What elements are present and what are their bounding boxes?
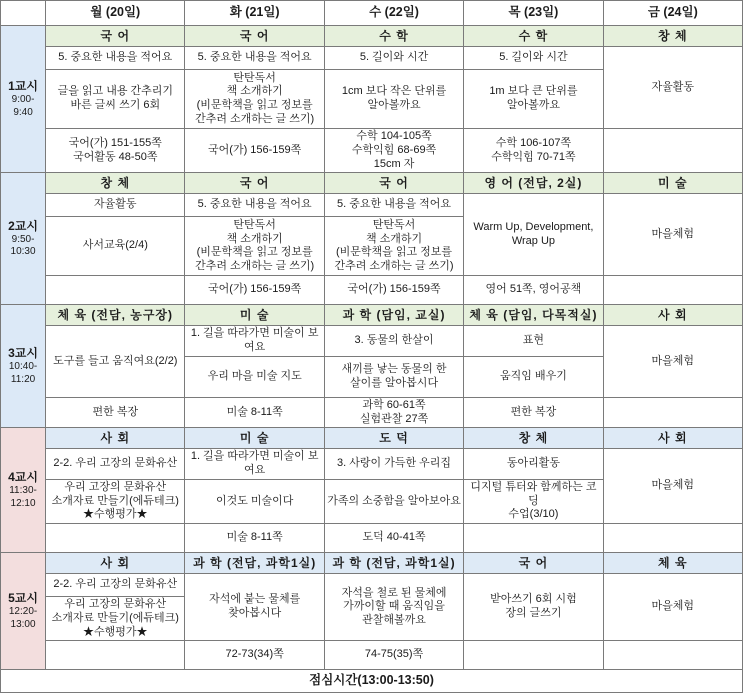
book-p2-mon: [46, 276, 185, 305]
detail-p2-fri: 마을체험: [603, 194, 742, 276]
subject-p2-thu: 영 어 (전담, 2실): [464, 173, 603, 194]
row-period4-book: [1, 524, 743, 553]
book-p1-mon: 국어(가) 151-155쪽 국어활동 48-50쪽: [46, 129, 185, 173]
book-p5-fri: [603, 641, 742, 670]
header-day-tue: 화 (21일): [185, 1, 324, 26]
header-day-fri: 금 (24일): [603, 1, 742, 26]
period-cell-2: [1, 173, 46, 305]
detail-p5-thu: 받아쓰기 6회 시험 장의 글쓰기: [464, 574, 603, 641]
activity-p4-mon: 2-2. 우리 고장의 문화유산: [46, 449, 185, 480]
row-period1-activity: [1, 47, 743, 70]
header-row: [1, 1, 743, 26]
book-p4-wed: 도덕 40-41쪽: [324, 524, 463, 553]
subject-p5-wed: 과 학 (전담, 과학1실): [324, 553, 463, 574]
period-time-4b: 12:10: [10, 497, 36, 509]
book-p5-thu: [464, 641, 603, 670]
book-p1-wed: 수학 104-105쪽 수학익힘 68-69쪽 15cm 자: [324, 129, 463, 173]
subject-p2-mon: 창 체: [46, 173, 185, 194]
subject-p1-mon: 국 어: [46, 26, 185, 47]
subject-p2-fri: 미 술: [603, 173, 742, 194]
activity-p4-tue: 1. 길을 따라가면 미술이 보여요: [185, 449, 324, 480]
row-lunch: [1, 670, 743, 693]
header-day-mon: 월 (20일): [46, 1, 185, 26]
period-time-3b: 11:20: [10, 373, 36, 385]
activity-p4-thu: 동아리활동: [464, 449, 603, 480]
subject-p1-wed: 수 학: [324, 26, 463, 47]
period-time-1a: 9:00-: [11, 94, 35, 106]
activity-p2-mon: 자율활동: [46, 194, 185, 217]
subject-p1-fri: 창 체: [603, 26, 742, 47]
subject-p5-mon: 사 회: [46, 553, 185, 574]
book-p2-thu: 영어 51쪽, 영어공책: [464, 276, 603, 305]
detail-p3-thu: 움직임 배우기: [464, 356, 603, 397]
book-p2-wed: 국어(가) 156-159쪽: [324, 276, 463, 305]
book-p3-mon: 편한 복장: [46, 397, 185, 428]
period-time-4a: 11:30-: [9, 485, 37, 497]
activity-p5-mon: 2-2. 우리 고장의 문화유산: [46, 574, 185, 597]
row-period5-book: [1, 641, 743, 670]
period-number-4: 4교시: [8, 470, 38, 485]
subject-p3-wed: 과 학 (담임, 교실): [324, 305, 463, 326]
row-period1-subjects: [1, 26, 743, 47]
detail-p3-mon: 도구를 들고 움직여요(2/2): [46, 326, 185, 398]
row-period2-activity: [1, 194, 743, 217]
book-p4-mon: [46, 524, 185, 553]
activity-p3-wed: 3. 동물의 한살이: [324, 326, 463, 357]
subject-p3-fri: 사 회: [603, 305, 742, 326]
subject-p4-mon: 사 회: [46, 428, 185, 449]
period-number-1: 1교시: [8, 79, 38, 94]
detail-p4-wed: 가족의 소중함을 알아보아요: [324, 479, 463, 523]
period-time-5a: 12:20-: [8, 606, 38, 618]
subject-p3-mon: 체 육 (전담, 농구장): [46, 305, 185, 326]
detail-p2-wed: 탄탄독서 책 소개하기 (비문학책을 읽고 정보를 간추려 소개하는 글 쓰기): [324, 217, 463, 276]
period-cell-4: [1, 428, 46, 553]
subject-p5-fri: 체 육: [603, 553, 742, 574]
book-p5-wed: 74-75(35)쪽: [324, 641, 463, 670]
subject-p3-tue: 미 술: [185, 305, 324, 326]
detail-p5-wed: 자석을 철로 된 물체에 가까이할 때 움직임을 관찰해볼까요: [324, 574, 463, 641]
detail-p5-mon: 우리 고장의 문화유산 소개자료 만들기(에듀테크) ★수행평가★: [46, 597, 185, 641]
activity-p2-tue: 5. 중요한 내용을 적어요: [185, 194, 324, 217]
subject-p2-wed: 국 어: [324, 173, 463, 194]
detail-p1-thu: 1m 보다 큰 단위를 알아볼까요: [464, 70, 603, 129]
period-cell-5: [1, 553, 46, 670]
period-time-2b: 10:30: [10, 246, 36, 258]
period-cell-1: [1, 26, 46, 173]
detail-p5-tue: 자석에 붙는 물체를 찾아봅시다: [185, 574, 324, 641]
period-number-3: 3교시: [8, 346, 38, 361]
detail-p4-tue: 이것도 미술이다: [185, 479, 324, 523]
subject-p1-tue: 국 어: [185, 26, 324, 47]
period-number-2: 2교시: [8, 218, 38, 233]
detail-p2-thu: Warm Up, Development, Wrap Up: [464, 194, 603, 276]
detail-p3-wed: 새끼를 낳는 동물의 한 살이를 알아봅시다: [324, 356, 463, 397]
book-p5-mon: [46, 641, 185, 670]
detail-p4-thu: 디지털 튜터와 함께하는 코딩 수업(3/10): [464, 479, 603, 523]
header-day-wed: 수 (22일): [324, 1, 463, 26]
book-p4-fri: [603, 524, 742, 553]
book-p2-fri: [603, 276, 742, 305]
row-period4-activity: [1, 449, 743, 480]
detail-p1-mon: 글을 읽고 내용 간추리기 바른 글씨 쓰기 6회: [46, 70, 185, 129]
book-p2-tue: 국어(가) 156-159쪽: [185, 276, 324, 305]
period-time-3a: 10:40-: [8, 361, 38, 373]
activity-p1-wed: 5. 길이와 시간: [324, 47, 463, 70]
row-period5-activity: [1, 574, 743, 597]
row-period4-subjects: [1, 428, 743, 449]
row-period3-activity: [1, 326, 743, 357]
row-period5-subjects: [1, 553, 743, 574]
header-corner: [1, 1, 46, 26]
activity-p2-wed: 5. 중요한 내용을 적어요: [324, 194, 463, 217]
book-p3-wed: 과학 60-61쪽 실험관찰 27쪽: [324, 397, 463, 428]
subject-p1-thu: 수 학: [464, 26, 603, 47]
period-cell-3: [1, 305, 46, 428]
row-period2-subjects: [1, 173, 743, 194]
period-time-2a: 9:50-: [11, 233, 35, 245]
detail-p1-wed: 1cm 보다 작은 단위를 알아볼까요: [324, 70, 463, 129]
period-time-1b: 9:40: [13, 106, 33, 118]
subject-p4-tue: 미 술: [185, 428, 324, 449]
subject-p3-thu: 체 육 (담임, 다목적실): [464, 305, 603, 326]
row-period3-book: [1, 397, 743, 428]
book-p3-tue: 미술 8-11쪽: [185, 397, 324, 428]
activity-p1-tue: 5. 중요한 내용을 적어요: [185, 47, 324, 70]
activity-p1-fri: 자율활동: [603, 47, 742, 129]
subject-p5-thu: 국 어: [464, 553, 603, 574]
book-p1-thu: 수학 106-107쪽 수학익힘 70-71쪽: [464, 129, 603, 173]
book-p3-thu: 편한 복장: [464, 397, 603, 428]
detail-p2-tue: 탄탄독서 책 소개하기 (비문학책을 읽고 정보를 간추려 소개하는 글 쓰기): [185, 217, 324, 276]
row-period3-subjects: [1, 305, 743, 326]
detail-p3-fri: 마을체험: [603, 326, 742, 398]
book-p3-fri: [603, 397, 742, 428]
subject-p4-wed: 도 덕: [324, 428, 463, 449]
subject-p5-tue: 과 학 (전담, 과학1실): [185, 553, 324, 574]
detail-p1-tue: 탄탄독서 책 소개하기 (비문학책을 읽고 정보를 간추려 소개하는 글 쓰기): [185, 70, 324, 129]
period-time-5b: 13:00: [10, 618, 36, 630]
activity-p1-mon: 5. 중요한 내용을 적어요: [46, 47, 185, 70]
period-number-5: 5교시: [8, 591, 38, 606]
header-day-thu: 목 (23일): [464, 1, 603, 26]
activity-p3-tue: 1. 길을 따라가면 미술이 보여요: [185, 326, 324, 357]
subject-p4-fri: 사 회: [603, 428, 742, 449]
row-period1-book: [1, 129, 743, 173]
detail-p3-tue: 우리 마을 미술 지도: [185, 356, 324, 397]
activity-p4-wed: 3. 사랑이 가득한 우리집: [324, 449, 463, 480]
book-p4-tue: 미술 8-11쪽: [185, 524, 324, 553]
book-p1-tue: 국어(가) 156-159쪽: [185, 129, 324, 173]
lunch-time-label: 점심시간(13:00-13:50): [1, 670, 743, 693]
detail-p2-mon: 사서교육(2/4): [46, 217, 185, 276]
book-p5-tue: 72-73(34)쪽: [185, 641, 324, 670]
subject-p4-thu: 창 체: [464, 428, 603, 449]
detail-p4-mon: 우리 고장의 문화유산 소개자료 만들기(에듀테크) ★수행평가★: [46, 479, 185, 523]
activity-p3-thu: 표현: [464, 326, 603, 357]
subject-p2-tue: 국 어: [185, 173, 324, 194]
detail-p5-fri: 마을체험: [603, 574, 742, 641]
row-period2-book: [1, 276, 743, 305]
book-p4-thu: [464, 524, 603, 553]
detail-p4-fri: 마을체험: [603, 449, 742, 524]
book-p1-fri: [603, 129, 742, 173]
activity-p1-thu: 5. 길이와 시간: [464, 47, 603, 70]
